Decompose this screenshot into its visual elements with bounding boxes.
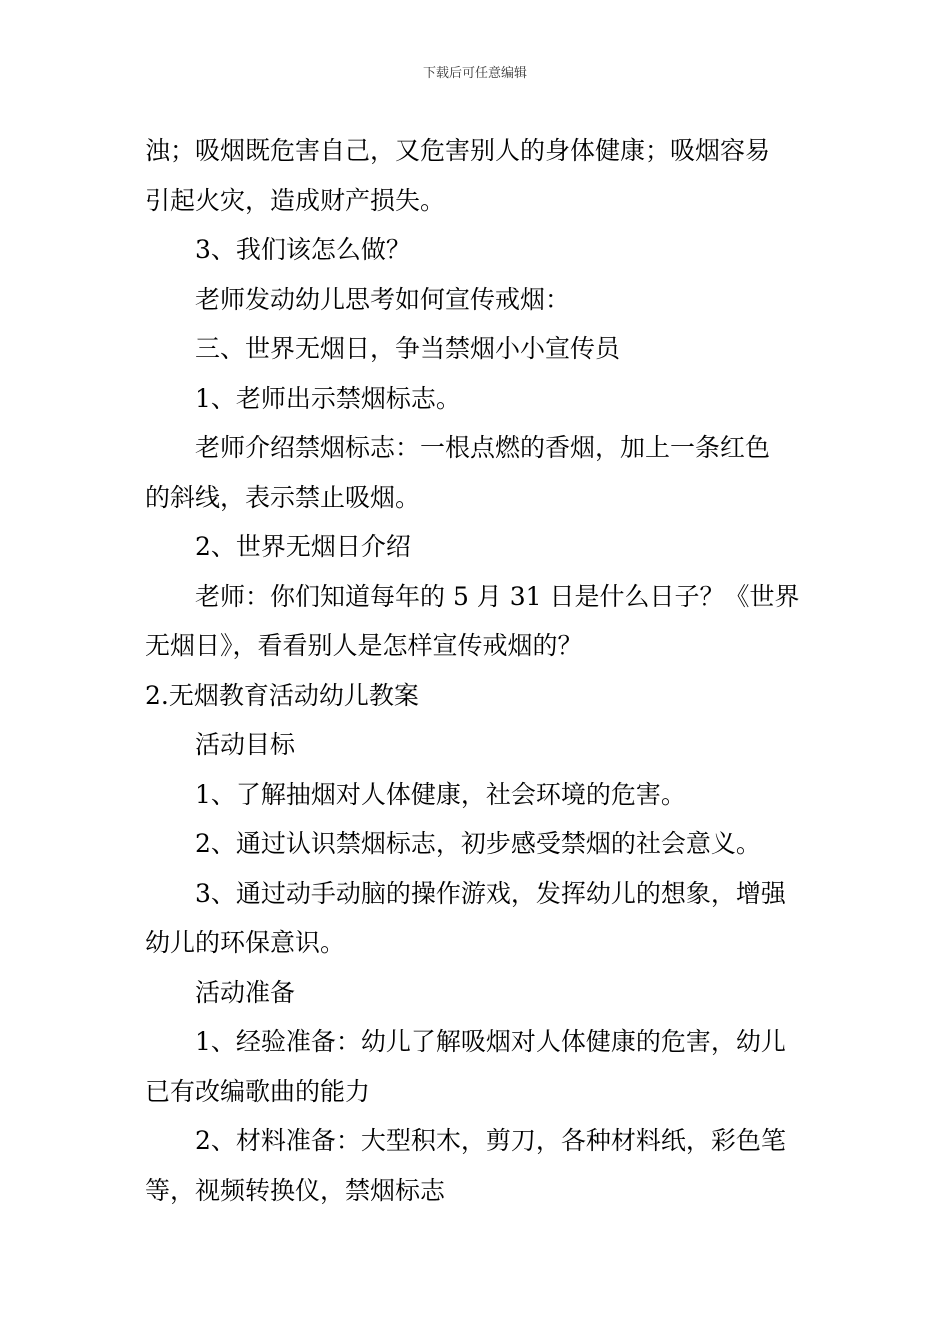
- body-line: 浊；吸烟既危害自己，又危害别人的身体健康；吸烟容易: [145, 136, 771, 165]
- body-line: 已有改编歌曲的能力: [145, 1076, 371, 1106]
- section-heading: 三、世界无烟日，争当禁烟小小宣传员: [195, 334, 621, 363]
- article-title: 2.无烟教育活动幼儿教案: [145, 680, 419, 710]
- body-line: 老师介绍禁烟标志：一根点燃的香烟，加上一条红色: [195, 433, 771, 462]
- body-line: 2、通过认识禁烟标志，初步感受禁烟的社会意义。: [195, 829, 761, 858]
- body-line: 1、经验准备：幼儿了解吸烟对人体健康的危害，幼儿: [195, 1027, 786, 1056]
- body-line: 无烟日》，看看别人是怎样宣传戒烟的？: [145, 631, 583, 660]
- body-line: 3、通过动手动脑的操作游戏，发挥幼儿的想象，增强: [195, 878, 786, 908]
- body-line: 1、老师出示禁烟标志。: [195, 383, 461, 413]
- body-line: 等，视频转换仪，禁烟标志: [145, 1175, 446, 1205]
- body-line: 老师发动幼儿思考如何宣传戒烟：: [195, 284, 571, 314]
- body-line: 老师：你们知道每年的 5 月 31 日是什么日子？《世界: [195, 581, 800, 611]
- body-line: 3、我们该怎么做？: [195, 235, 411, 264]
- body-line: 2、世界无烟日介绍: [195, 532, 411, 561]
- body-line: 的斜线，表示禁止吸烟。: [145, 482, 421, 512]
- page-header: 下载后可任意编辑: [422, 66, 527, 81]
- body-line: 2、材料准备：大型积木，剪刀，各种材料纸，彩色笔: [195, 1126, 786, 1155]
- body-line: 幼儿的环保意识。: [145, 928, 346, 957]
- body-line: 1、了解抽烟对人体健康，社会环境的危害。: [195, 779, 686, 809]
- document-body: [145, 126, 815, 1215]
- section-heading: 活动准备: [195, 977, 296, 1007]
- section-heading: 活动目标: [195, 730, 296, 759]
- body-line: 引起火灾，造成财产损失。: [145, 185, 446, 215]
